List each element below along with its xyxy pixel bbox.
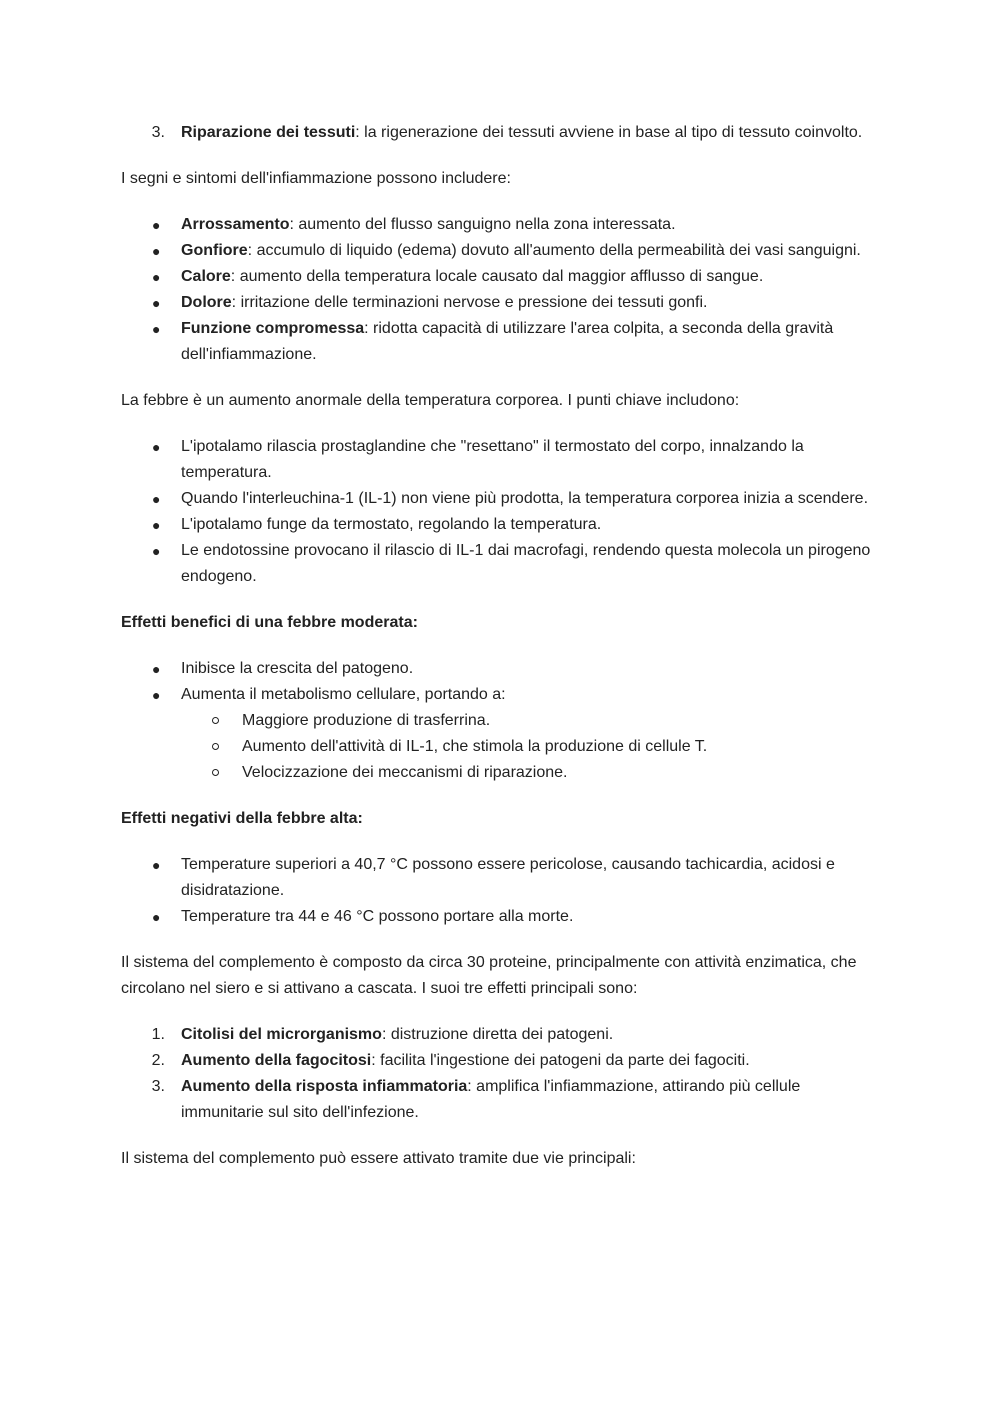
sublist-item-text: Aumento dell'attività di IL-1, che stimola la produzione di cellule T. <box>242 738 708 755</box>
hollow-bullet-icon <box>212 717 219 724</box>
benefits-list <box>121 656 872 786</box>
sublist-item-text: Velocizzazione dei meccanismi di riparazione. <box>242 764 568 781</box>
sublist-item <box>181 708 872 734</box>
list-item-term: Citolisi del microrganismo <box>181 1026 382 1043</box>
hollow-bullet-icon <box>212 769 219 776</box>
benefits-sublist <box>181 708 872 786</box>
sublist-item <box>181 734 872 760</box>
list-item-text: : aumento della temperatura locale causato dal maggior afflusso di sangue. <box>230 268 764 285</box>
fever-list <box>121 434 872 590</box>
negative-effects-list <box>121 852 872 930</box>
list-item <box>121 486 872 512</box>
list-number: 2. <box>151 1052 165 1069</box>
repair-list <box>121 120 872 146</box>
signs-list <box>121 212 872 368</box>
bullet-icon: ● <box>152 687 161 703</box>
list-item-text: : irritazione delle terminazioni nervose e pressione dei tessuti gonfi. <box>231 294 708 311</box>
list-item <box>121 852 872 904</box>
list-item-text: : la rigenerazione dei tessuti avviene in base al tipo di tessuto coinvolto. <box>355 124 863 141</box>
list-item-text: Quando l'interleuchina-1 (IL-1) non viene più prodotta, la temperatura corporea inizia a scendere. <box>181 490 869 507</box>
bullet-icon: ● <box>152 243 161 259</box>
list-item <box>121 434 872 486</box>
list-number: 3. <box>151 1078 165 1095</box>
list-number: 1. <box>151 1026 165 1043</box>
list-item-text: : facilita l'ingestione dei patogeni da parte dei fagociti. <box>371 1052 750 1069</box>
list-item-term: Aumento della risposta infiammatoria <box>181 1078 468 1095</box>
benefits-heading: Effetti benefici di una febbre moderata: <box>121 614 418 631</box>
list-item <box>121 538 872 590</box>
list-item <box>121 904 872 930</box>
list-item <box>121 264 872 290</box>
bullet-icon: ● <box>152 491 161 507</box>
list-item-term: Dolore <box>181 294 232 311</box>
list-item-term: Aumento della fagocitosi <box>181 1052 372 1069</box>
complement-intro-paragraph: Il sistema del complemento è composto da circa 30 proteine, principalmente con attività enzimatica, che circolano nel siero e si attivano a cascata. I suoi tre effetti principali sono: <box>121 954 857 997</box>
list-item-term: Funzione compromessa <box>181 320 365 337</box>
list-item-text: : accumulo di liquido (edema) dovuto all'aumento della permeabilità dei vasi sanguigni. <box>247 242 861 259</box>
hollow-bullet-icon <box>212 743 219 750</box>
list-item <box>121 212 872 238</box>
bullet-icon: ● <box>152 543 161 559</box>
bullet-icon: ● <box>152 295 161 311</box>
list-item <box>121 1048 872 1074</box>
list-item-text: L'ipotalamo funge da termostato, regolando la temperatura. <box>181 516 602 533</box>
list-item-text: : ridotta capacità di utilizzare l'area colpita, a seconda della gravità dell'infiammazione. <box>181 320 834 363</box>
activation-paragraph: Il sistema del complemento può essere attivato tramite due vie principali: <box>121 1150 636 1167</box>
bullet-icon: ● <box>152 269 161 285</box>
bullet-icon: ● <box>152 661 161 677</box>
list-item-text: : distruzione diretta dei patogeni. <box>381 1026 614 1043</box>
bullet-icon: ● <box>152 909 161 925</box>
sublist-item-text: Maggiore produzione di trasferrina. <box>242 712 491 729</box>
list-item <box>121 316 872 368</box>
bullet-icon: ● <box>152 857 161 873</box>
list-item-text: L'ipotalamo rilascia prostaglandine che "resettano" il termostato del corpo, innalzando la temperatura. <box>181 438 804 481</box>
signs-intro-paragraph: I segni e sintomi dell'infiammazione possono includere: <box>121 170 511 187</box>
list-item <box>121 120 872 146</box>
list-item <box>121 290 872 316</box>
bullet-icon: ● <box>152 321 161 337</box>
list-item-text: Le endotossine provocano il rilascio di IL-1 dai macrofagi, rendendo questa molecola un pirogeno endogeno. <box>181 542 871 585</box>
list-item-text: Aumenta il metabolismo cellulare, portando a: <box>181 686 506 703</box>
list-item <box>121 512 872 538</box>
list-item-term: Gonfiore <box>181 242 248 259</box>
list-item-term: Riparazione dei tessuti <box>181 124 356 141</box>
negative-effects-heading: Effetti negativi della febbre alta: <box>121 810 363 827</box>
list-item-term: Calore <box>181 268 231 285</box>
list-item <box>121 1074 872 1126</box>
fever-intro-paragraph: La febbre è un aumento anormale della temperatura corporea. I punti chiave includono: <box>121 392 740 409</box>
bullet-icon: ● <box>152 517 161 533</box>
list-item-text: Temperature tra 44 e 46 °C possono portare alla morte. <box>181 908 574 925</box>
list-item <box>121 656 872 682</box>
list-item <box>121 238 872 264</box>
list-item-text: Inibisce la crescita del patogeno. <box>181 660 414 677</box>
list-number: 3. <box>151 124 165 141</box>
list-item-term: Arrossamento <box>181 216 290 233</box>
bullet-icon: ● <box>152 217 161 233</box>
list-item-text: : amplifica l'infiammazione, attirando più cellule immunitarie sul sito dell'infezione. <box>181 1078 801 1121</box>
sublist-item <box>181 760 872 786</box>
list-item <box>121 682 872 786</box>
bullet-icon: ● <box>152 439 161 455</box>
list-item <box>121 1022 872 1048</box>
list-item-text: Temperature superiori a 40,7 °C possono essere pericolose, causando tachicardia, acidosi e disidratazione. <box>181 856 835 899</box>
complement-effects-list <box>121 1022 872 1126</box>
list-item-text: : aumento del flusso sanguigno nella zona interessata. <box>289 216 676 233</box>
